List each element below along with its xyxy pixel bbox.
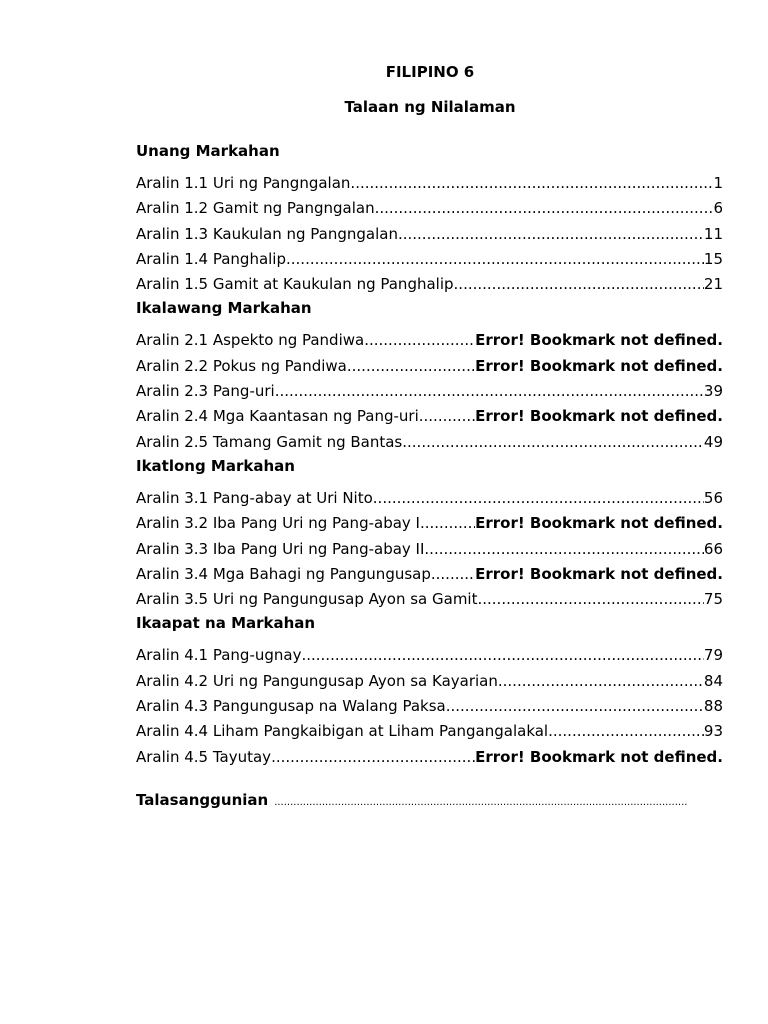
table-of-contents (136, 141, 723, 770)
toc-entry-page: 49 (703, 432, 723, 451)
dot-leader (350, 171, 713, 196)
references-entry[interactable] (136, 791, 688, 809)
section-heading-ikatlong-markahan: Ikatlong Markahan (136, 456, 295, 475)
toc-entry-label: Aralin 1.4 Panghalip (136, 249, 286, 268)
toc-entry[interactable] (136, 196, 723, 221)
toc-entry-page: 88 (703, 697, 723, 716)
toc-entry-page: 66 (703, 539, 723, 558)
document-title: FILIPINO 6 (385, 63, 475, 81)
references-label: Talasanggunian (136, 791, 269, 809)
toc-entry-page: 39 (703, 382, 723, 401)
section-heading-unang-markahan: Unang Markahan (136, 142, 280, 160)
toc-entry[interactable] (136, 511, 723, 536)
toc-entry-label: Aralin 4.1 Pang-ugnay (136, 646, 302, 665)
dot-leader (424, 537, 704, 562)
dot-leader (364, 328, 475, 353)
toc-entry-page: 11 (703, 224, 723, 243)
toc-entry-label: Aralin 2.4 Mga Kaantasan ng Pang-uri (136, 407, 419, 426)
toc-entry-label: Aralin 1.2 Gamit ng Pangngalan (136, 199, 375, 218)
toc-entry[interactable] (136, 328, 723, 353)
toc-entry-page: 79 (703, 646, 723, 665)
toc-entry-label: Aralin 4.3 Pangungusap na Walang Paksa (136, 697, 446, 716)
toc-entry-page: 56 (703, 488, 723, 507)
toc-entry[interactable] (136, 430, 723, 455)
toc-entry-page-error: Error! Bookmark not defined. (475, 564, 723, 583)
toc-entry-label: Aralin 2.3 Pang-uri (136, 382, 275, 401)
toc-entry[interactable] (136, 694, 723, 719)
toc-entry-page: 1 (713, 174, 723, 192)
toc-entry-label: Aralin 4.5 Tayutay (136, 747, 272, 766)
toc-entry[interactable] (136, 247, 723, 272)
dot-leader (454, 272, 704, 297)
toc-entry-label: Aralin 1.5 Gamit at Kaukulan ng Panghalip (136, 275, 454, 294)
toc-entry[interactable] (136, 379, 723, 404)
toc-entry[interactable] (136, 719, 723, 744)
toc-entry-page: 15 (703, 249, 723, 268)
section-heading-ikalawang-markahan: Ikalawang Markahan (136, 299, 312, 318)
dot-leader (347, 354, 475, 379)
toc-entry-label: Aralin 3.4 Mga Bahagi ng Pangungusap (136, 564, 431, 583)
toc-entry-page: 6 (713, 199, 723, 218)
dot-leader (301, 643, 703, 668)
toc-entry-page-error: Error! Bookmark not defined. (475, 407, 723, 426)
toc-entry-page-error: Error! Bookmark not defined. (475, 331, 723, 350)
toc-entry[interactable] (136, 745, 723, 770)
dot-leader (271, 745, 475, 770)
dot-leader (373, 486, 704, 511)
toc-entry[interactable] (136, 669, 723, 694)
toc-entry-label: Aralin 2.5 Tamang Gamit ng Bantas (136, 432, 403, 451)
toc-entry-label: Aralin 3.2 Iba Pang Uri ng Pang-abay I (136, 514, 420, 533)
dot-leader (446, 694, 704, 719)
dot-leader (548, 719, 704, 744)
toc-entry-label: Aralin 4.4 Liham Pangkaibigan at Liham Pangangalakal (136, 722, 549, 741)
toc-entry-page-error: Error! Bookmark not defined. (475, 356, 723, 375)
dot-leader (375, 196, 714, 221)
toc-entry-page-error: Error! Bookmark not defined. (475, 747, 723, 766)
toc-entry-label: Aralin 4.2 Uri ng Pangungusap Ayon sa Kayarian (136, 671, 498, 690)
dot-leader (398, 222, 704, 247)
toc-entry[interactable] (136, 404, 723, 429)
dot-leader (286, 247, 704, 272)
toc-entry-page: 84 (703, 671, 723, 690)
toc-entry[interactable] (136, 171, 723, 196)
toc-entry-page: 93 (703, 722, 723, 741)
toc-entry[interactable] (136, 222, 723, 247)
toc-entry[interactable] (136, 354, 723, 379)
toc-entry-label: Aralin 3.3 Iba Pang Uri ng Pang-abay II (136, 539, 425, 558)
toc-entry-page: 21 (703, 275, 723, 294)
dot-leader (275, 379, 704, 404)
dot-leader (402, 430, 704, 455)
dot-leader (498, 669, 704, 694)
toc-entry-label: Aralin 3.5 Uri ng Pangungusap Ayon sa Gamit (136, 590, 478, 609)
toc-entry[interactable] (136, 486, 723, 511)
toc-entry[interactable] (136, 537, 723, 562)
section-heading-ikaapat-na-markahan: Ikaapat na Markahan (136, 614, 316, 633)
toc-entry-label: Aralin 3.1 Pang-abay at Uri Nito (136, 488, 373, 507)
document-subtitle: Talaan ng Nilalaman (344, 98, 516, 116)
toc-entry-page: 75 (703, 590, 723, 609)
toc-entry[interactable] (136, 587, 723, 612)
toc-entry-page-error: Error! Bookmark not defined. (475, 514, 723, 533)
dot-leader (274, 797, 688, 808)
toc-entry[interactable] (136, 272, 723, 297)
toc-entry-label: Aralin 2.1 Aspekto ng Pandiwa (136, 331, 365, 350)
toc-entry-label: Aralin 2.2 Pokus ng Pandiwa (136, 356, 347, 375)
dot-leader (419, 404, 475, 429)
toc-entry[interactable] (136, 643, 723, 668)
toc-entry[interactable] (136, 562, 723, 587)
dot-leader (431, 562, 475, 587)
dot-leader (477, 587, 703, 612)
dot-leader (420, 511, 475, 536)
toc-entry-label: Aralin 1.1 Uri ng Pangngalan (136, 174, 351, 192)
toc-entry-label: Aralin 1.3 Kaukulan ng Pangngalan (136, 224, 398, 243)
